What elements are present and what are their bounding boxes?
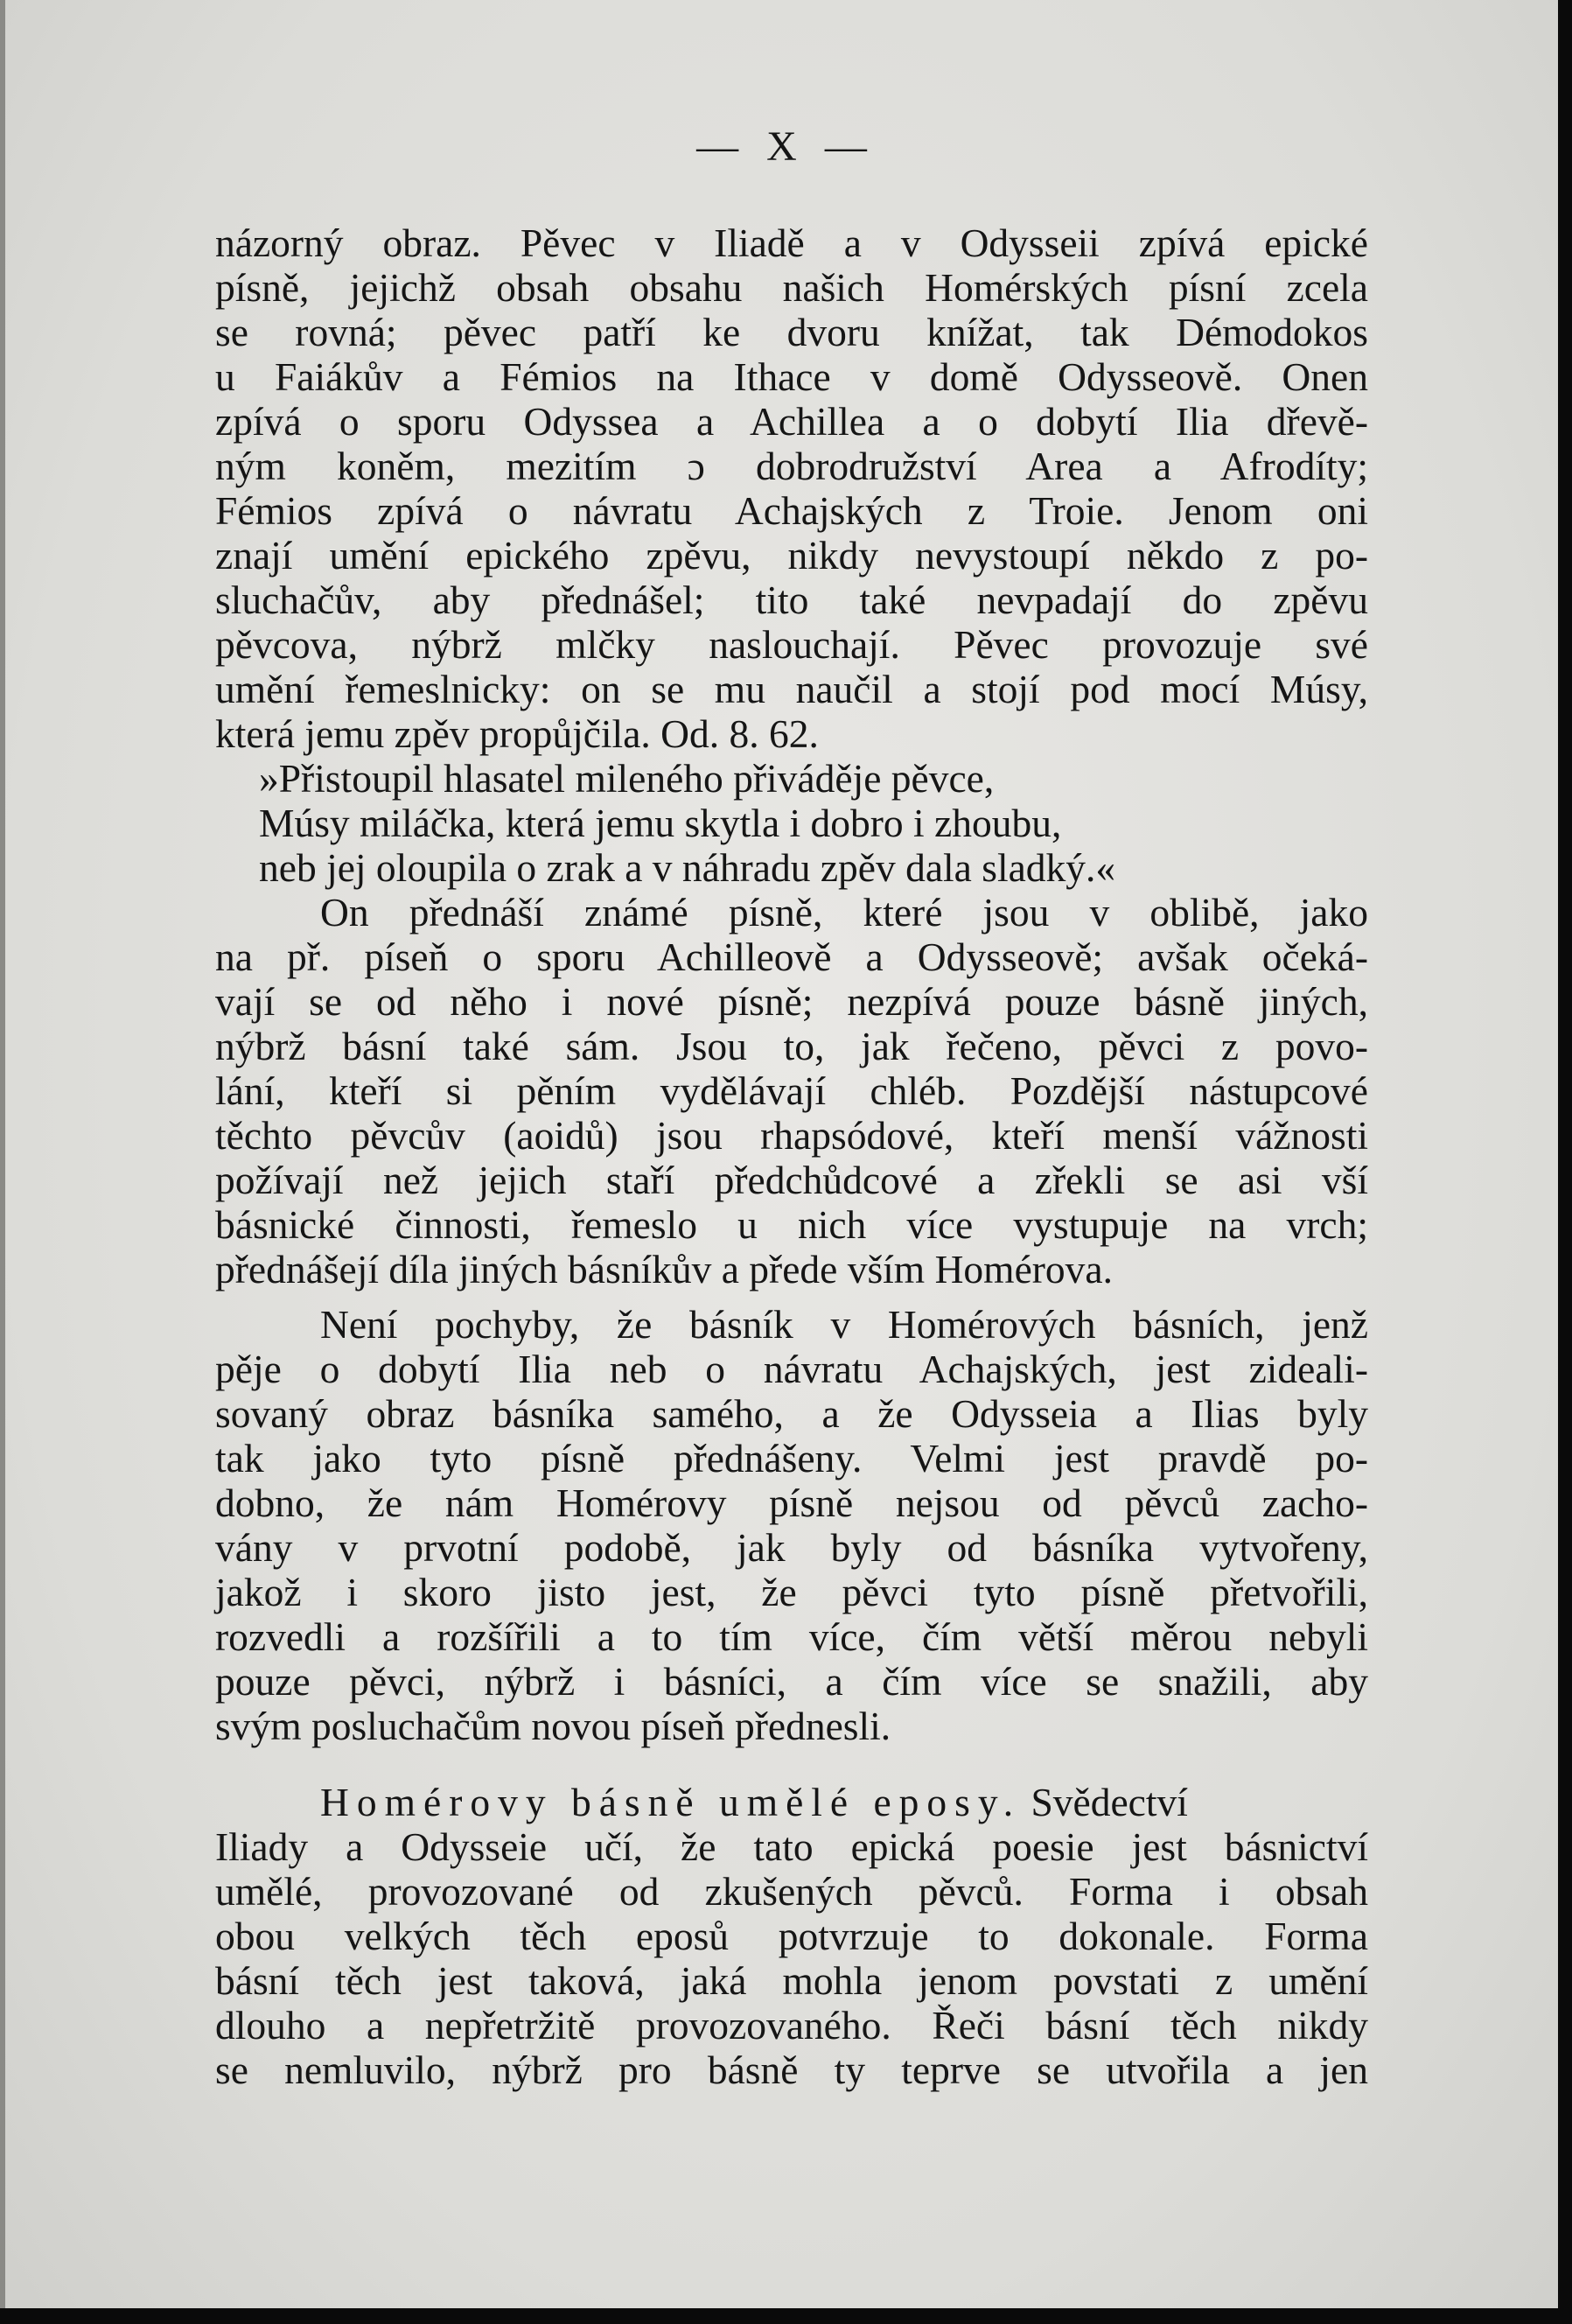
text-run: Svědectví: [1021, 1780, 1188, 1824]
verse-line: neb jej oloupila o zrak a v náhradu zpěv dala sladký.«: [259, 845, 1116, 890]
paragraph-3: [215, 1302, 1368, 1748]
text-line: znají umění epického zpěvu, nikdy nevystoupí někdo z po-: [215, 533, 1368, 578]
text-line: svým posluchačům novou píseň přednesli.: [215, 1704, 891, 1748]
text-line: Není pochyby, že básník v Homérových básních, jenž: [320, 1302, 1368, 1347]
text-line: sluchačův, aby přednášel; tito také nevpadají do zpěvu: [215, 578, 1368, 622]
text-line: u Faiákův a Fémios na Ithace v domě Odysseově. Onen: [215, 354, 1368, 399]
text-line: nýbrž básní také sám. Jsou to, jak řečeno, pěvci z povo-: [215, 1024, 1368, 1068]
text-line: rozvedli a rozšířili a to tím více, čím větší měrou nebyli: [215, 1614, 1368, 1659]
text-line: dobno, že nám Homérovy písně nejsou od pěvců zacho-: [215, 1480, 1368, 1525]
text-line: vají se od něho i nové písně; nezpívá pouze básně jiných,: [215, 979, 1368, 1024]
text-line: zpívá o sporu Odyssea a Achillea a o dobytí Ilia dřevě-: [215, 399, 1368, 444]
text-line: pěvcova, nýbrž mlčky naslouchají. Pěvec provozuje své: [215, 622, 1368, 667]
text-line: [215, 1780, 1368, 1824]
text-line: tak jako tyto písně přednášeny. Velmi jest pravdě po-: [215, 1436, 1368, 1480]
page-edge-left: [0, 0, 5, 2324]
text-line: ným koněm, mezitím ɔ dobrodružství Area a Afrodíty;: [215, 444, 1368, 488]
text-line: na př. píseň o sporu Achilleově a Odysseově; avšak očeká-: [215, 934, 1368, 979]
text-line: požívají než jejich staří předchůdcové a zřekli se asi vší: [215, 1158, 1368, 1202]
text-line: vány v prvotní podobě, jak byly od básníka vytvořeny,: [215, 1525, 1368, 1570]
text-line: písně, jejichž obsah obsahu našich Homérských písní zcela: [215, 265, 1368, 310]
section-heading: Homérovy básně umělé eposy.: [320, 1780, 1022, 1824]
verse-line: Músy miláčka, která jemu skytla i dobro i zhoubu,: [259, 801, 1062, 845]
text-line: se nemluvilo, nýbrž pro básně ty teprve se utvořila a jen: [215, 2048, 1368, 2092]
body-text: [215, 220, 1368, 2092]
text-line: sovaný obraz básníka samého, a že Odysseia a Ilias byly: [215, 1391, 1368, 1436]
text-line: Iliady a Odysseie učí, že tato epická poesie jest básnictví: [215, 1824, 1368, 1869]
verse-line: »Přistoupil hlasatel mileného přiváděje pěvce,: [259, 756, 995, 801]
text-line: názorný obraz. Pěvec v Iliadě a v Odysseii zpívá epické: [215, 220, 1368, 265]
text-line: se rovná; pěvec patří ke dvoru knížat, tak Démodokos: [215, 310, 1368, 354]
text-line: On přednáší známé písně, které jsou v oblibě, jako: [320, 890, 1368, 934]
text-line: umělé, provozované od zkušených pěvců. Forma i obsah: [215, 1869, 1368, 1914]
page-edge-right: [1558, 0, 1572, 2324]
paragraph-2: [215, 890, 1368, 1292]
text-line: těchto pěvcův (aoidů) jsou rhapsódové, kteří menší vážnosti: [215, 1113, 1368, 1158]
text-line: básní těch jest taková, jaká mohla jenom povstati z umění: [215, 1958, 1368, 2003]
text-line: Fémios zpívá o návratu Achajských z Troie. Jenom oni: [215, 488, 1368, 533]
page-number-header: — X —: [696, 123, 876, 170]
text-line: pěje o dobytí Ilia neb o návratu Achajských, jest zideali-: [215, 1347, 1368, 1391]
paragraph-4: [215, 1780, 1368, 2092]
text-line: obou velkých těch eposů potvrzuje to dokonale. Forma: [215, 1914, 1368, 1958]
page-edge-bottom: [0, 2308, 1572, 2324]
text-line: která jemu zpěv propůjčila. Od. 8. 62.: [215, 711, 819, 756]
text-line: lání, kteří si pěním vydělávají chléb. Pozdější nástupcové: [215, 1068, 1368, 1113]
text-line: jakož i skoro jisto jest, že pěvci tyto písně přetvořili,: [215, 1570, 1368, 1614]
text-line: umění řemeslnicky: on se mu naučil a stojí pod mocí Músy,: [215, 667, 1368, 711]
text-line: přednášejí díla jiných básníkův a přede vším Homérova.: [215, 1247, 1113, 1292]
text-line: pouze pěvci, nýbrž i básníci, a čím více se snažili, aby: [215, 1659, 1368, 1704]
verse-quote: [215, 756, 1368, 890]
text-line: básnické činnosti, řemeslo u nich více vystupuje na vrch;: [215, 1202, 1368, 1247]
paragraph-1: [215, 220, 1368, 756]
text-line: dlouho a nepřetržitě provozovaného. Řeči básní těch nikdy: [215, 2003, 1368, 2048]
